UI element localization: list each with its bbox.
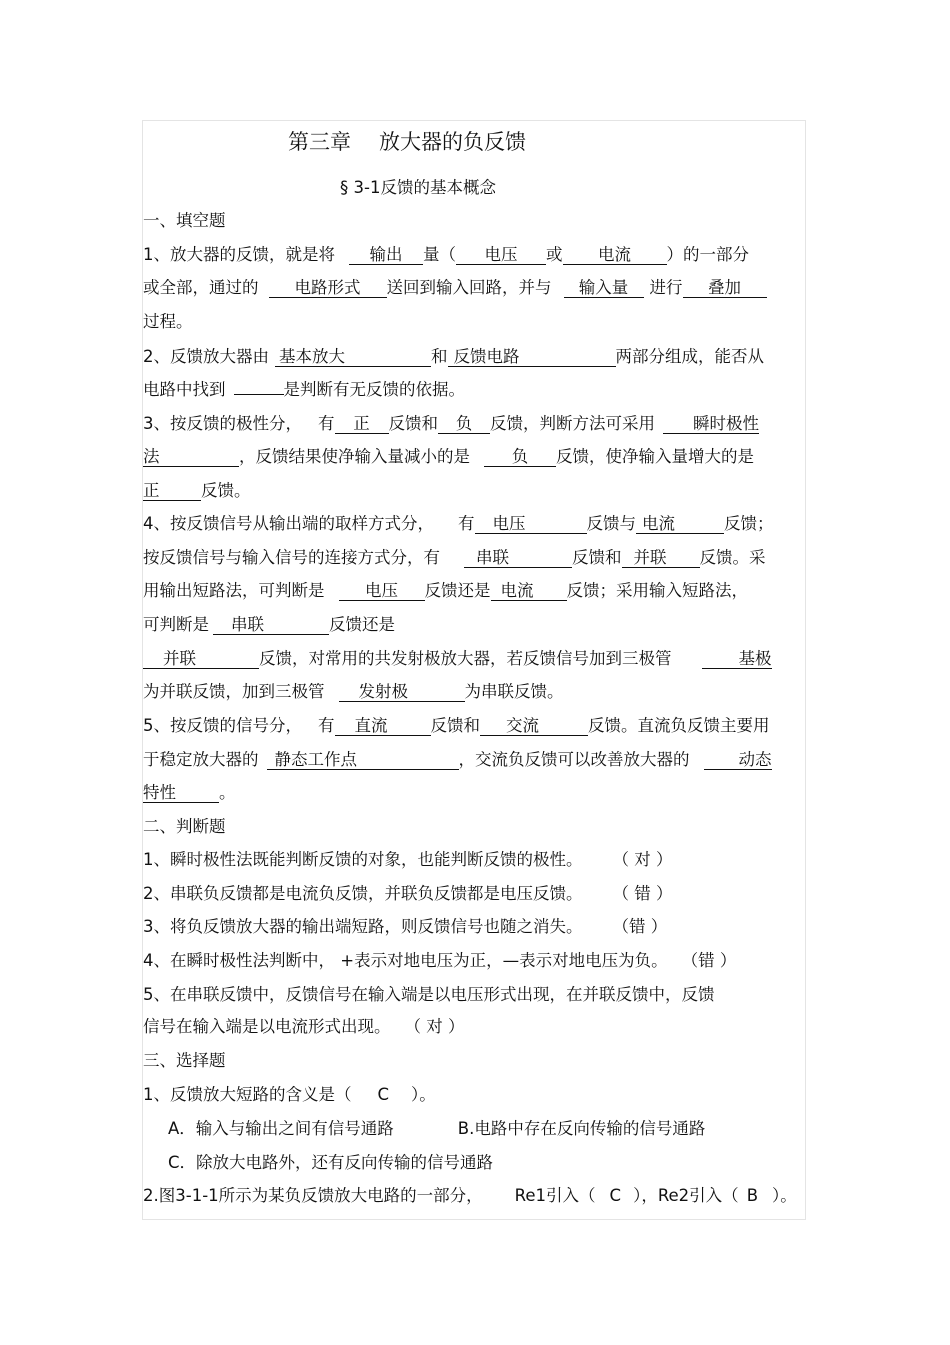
question-4-line-5: 并联 反馈，对常用的共发射极放大器，若反馈信号加到三极管 基极	[143, 648, 772, 670]
answer-blank: 输入量	[564, 278, 644, 298]
answer-blank: 动态	[704, 750, 772, 770]
answer-blank: 正	[335, 414, 389, 434]
section-heading: 三、选择题	[143, 1051, 226, 1070]
answer-blank: 并联	[622, 548, 700, 568]
answer-blank: 静态工作点	[267, 750, 459, 770]
answer-blank: 正	[143, 481, 201, 501]
answer-blank: 特性	[143, 783, 219, 803]
answer-blank: 串联	[464, 548, 572, 568]
question-5-line-1: 5、按反馈的信号分， 有 直流 反馈和 交流 反馈。直流负反馈主要用	[143, 716, 770, 735]
choice-options-ab: A．输入与输出之间有信号通路 B.电路中存在反向传输的信号通路	[168, 1119, 706, 1138]
question-3-line-1: 3、按反馈的极性分， 有 正 反馈和 负 反馈，判断方法可采用 瞬时极性	[143, 414, 759, 433]
answer-blank: 法	[143, 447, 239, 467]
question-4-line-4: 可判断是 串联 反馈还是	[143, 615, 395, 634]
question-2-line-1: 2、反馈放大器由 基本放大 和 反馈电路 两部分组成，能否从	[143, 347, 764, 366]
question-5-line-3: 特性 。	[143, 783, 236, 802]
question-5-line-2: 于稳定放大器的 静态工作点 ，交流负反馈可以改善放大器的 动态	[143, 750, 772, 769]
question-2-line-2: 电路中找到 是判断有无反馈的依据。	[143, 380, 465, 399]
answer-blank: 叠加	[683, 278, 767, 298]
chapter-name: 放大器的负反馈	[379, 130, 526, 154]
answer-blank: 基本放大	[275, 347, 431, 367]
question-3-line-2: 法 ，反馈结果使净输入量减小的是 负 反馈，使净输入量增大的是	[143, 447, 754, 466]
answer-blank: 电流	[636, 514, 724, 534]
choice-option-c: C．除放大电路外，还有反向传输的信号通路	[168, 1153, 494, 1172]
answer-blank: 直流	[335, 716, 431, 736]
judgement-item-1: 1、瞬时极性法既能判断反馈的对象，也能判断反馈的极性。 （ 对 ）	[143, 850, 673, 869]
chapter-number: 第三章	[288, 130, 351, 154]
answer-blank: 并联	[143, 649, 259, 669]
answer-blank: 电流	[491, 581, 567, 601]
question-1-line-2: 或全部，通过的 电路形式 送回到输入回路，并与 输入量 进行 叠加	[143, 277, 767, 299]
question-1-line-1: 1、放大器的反馈，就是将 输出 量（ 电压 或 电流 ）的一部分	[143, 245, 749, 264]
question-1-line-3: 过程。	[143, 312, 193, 331]
section-title: § 3-1反馈的基本概念	[340, 178, 496, 197]
answer-blank: 串联	[213, 615, 329, 635]
answer-blank: 瞬时极性	[663, 414, 759, 434]
answer-blank: 电流	[563, 245, 667, 265]
answer-blank: 电压	[475, 514, 587, 534]
answer-blank: 反馈电路	[448, 347, 616, 367]
judgement-item-5-line-2: 信号在输入端是以电流形式出现。 （ 对 ）	[143, 1017, 465, 1036]
question-3-line-3: 正 反馈。	[143, 481, 251, 500]
choice-question-2: 2.图3-1-1所示为某负反馈放大电路的一部分， Re1引入（ C ），Re2引入（ B ）。	[143, 1186, 797, 1205]
judgement-item-5-line-1: 5、在串联反馈中，反馈信号在输入端是以电压形式出现，在并联反馈中，反馈	[143, 985, 715, 1004]
answer-blank: 基极	[702, 649, 772, 669]
answer-blank: 电压	[339, 581, 425, 601]
answer-blank: 发射极	[339, 682, 465, 702]
judgement-item-4: 4、在瞬时极性法判断中， +表示对地电压为正，—表示对地电压为负。 （错 ）	[143, 951, 737, 970]
chapter-title	[288, 128, 526, 156]
section-heading: 一、填空题	[143, 211, 226, 230]
judgement-item-2: 2、串联负反馈都是电流负反馈，并联负反馈都是电压反馈。 （ 错 ）	[143, 884, 673, 903]
section-heading: 二、判断题	[143, 817, 226, 836]
answer-blank	[234, 394, 284, 395]
question-4-line-3: 用输出短路法，可判断是 电压 反馈还是 电流 反馈；采用输入短路法，	[143, 581, 748, 600]
answer-blank: 电路形式	[269, 278, 387, 298]
answer-blank: 电压	[456, 245, 546, 265]
answer-blank: 输出	[349, 245, 423, 265]
answer-blank: 交流	[480, 716, 588, 736]
answer-blank: 负	[438, 414, 490, 434]
judgement-item-3: 3、将负反馈放大器的输出端短路，则反馈信号也随之消失。 （错 ）	[143, 917, 668, 936]
answer-blank: 负	[484, 447, 556, 467]
question-4-line-1: 4、按反馈信号从输出端的取样方式分， 有 电压 反馈与 电流 反馈；	[143, 514, 774, 533]
question-4-line-2: 按反馈信号与输入信号的连接方式分，有 串联 反馈和 并联 反馈。采	[143, 548, 766, 567]
question-4-line-6: 为并联反馈，加到三极管 发射极 为串联反馈。	[143, 682, 564, 701]
choice-question-1: 1、反馈放大短路的含义是（ C ）。	[143, 1085, 436, 1104]
